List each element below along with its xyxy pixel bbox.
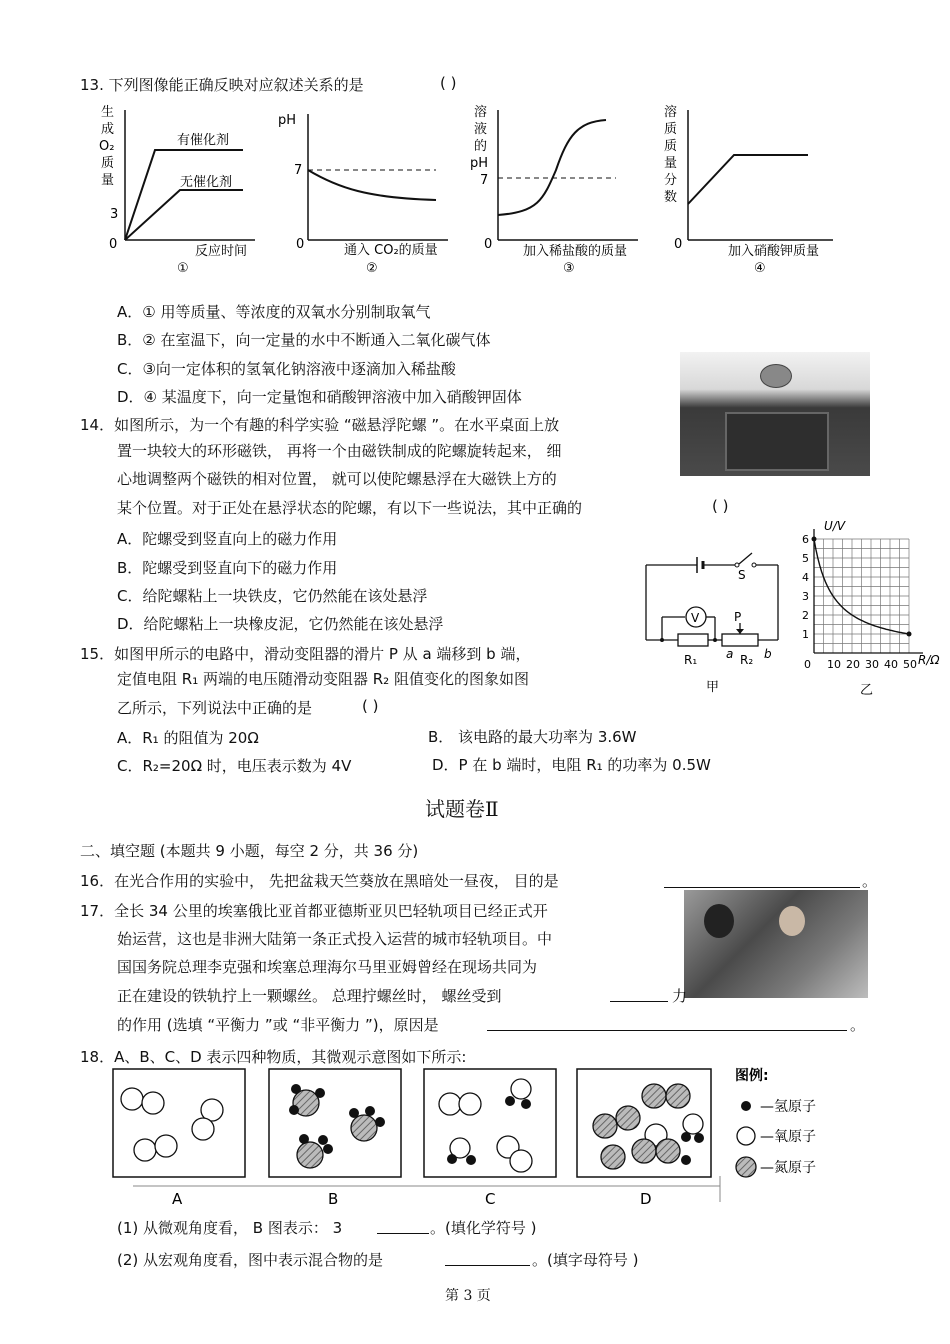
q17-line-4: 正在建设的铁轨拧上一颗螺丝。 总理拧螺丝时， 螺丝受到 (117, 987, 502, 1005)
box-c-label: C (485, 1190, 496, 1208)
g2-curve (308, 170, 436, 200)
box-c (424, 1069, 556, 1177)
chart-y-tick: 1 (802, 628, 809, 641)
box-d-label: D (640, 1190, 652, 1208)
g3-num: ③ (563, 261, 575, 276)
g2-ylabel: pH (278, 113, 297, 128)
box-a-label: A (172, 1190, 183, 1208)
q16-answer-blank[interactable] (664, 870, 860, 888)
g4-line (688, 155, 808, 204)
g1-origin: 0 (109, 237, 118, 252)
nitrogen-atom (616, 1106, 640, 1130)
g1-ylabel-1: 成 (101, 122, 115, 137)
g3-ylabel-0: 溶 (474, 105, 488, 120)
q15-line-2: 定值电阻 R₁ 两端的电压随滑动变阻器 R₂ 阻值变化的图象如图 (117, 670, 529, 688)
g2-num: ② (366, 261, 378, 276)
q16-end: 。 (862, 872, 878, 890)
q18-sub1: (1) 从微观角度看， B 图表示： 3 (117, 1219, 343, 1237)
nitrogen-atom (656, 1139, 680, 1163)
q17-line-3: 国国务院总理李克强和埃塞总理海尔马里亚姆曾经在现场共同为 (117, 958, 538, 976)
molecule-diagram (108, 1066, 848, 1208)
r2-rheostat (722, 634, 758, 646)
q17-line-5: 的作用 (选填 “平衡力 ”或 “非平衡力 ”)，原因是 (117, 1016, 439, 1034)
r1-resistor (678, 634, 708, 646)
r2-label: R₂ (740, 653, 754, 667)
q18-stem: 18．A、B、C、D 表示四种物质，其微观示意图如下所示: (80, 1048, 467, 1066)
oxygen-atom (510, 1150, 532, 1172)
switch-icon (739, 553, 752, 564)
q17-line-2: 始运营，这也是非洲大陆第一条正式投入运营的城市轻轨项目。中 (117, 930, 553, 948)
spinning-top-icon (760, 364, 792, 388)
railway-ceremony-photo (684, 890, 868, 998)
q15-line-3: 乙所示，下列说法中正确的是 (117, 699, 313, 717)
q18-sub1-end: 。(填化学符号 ) (430, 1219, 537, 1237)
g4-origin: 0 (674, 237, 683, 252)
q17-force-blank[interactable] (610, 985, 668, 1002)
chart-grid (814, 539, 909, 653)
q13-paren: ( ) (440, 74, 457, 92)
g3-ylabel-1: 液 (474, 122, 488, 137)
q18-sub1-blank[interactable] (377, 1217, 429, 1234)
box-a (113, 1069, 245, 1177)
oxygen-atom (134, 1139, 156, 1161)
graph-2 (278, 100, 463, 280)
q13-stem: 13. 下列图像能正确反映对应叙述关系的是 (80, 76, 364, 94)
q16-text: 16．在光合作用的实验中， 先把盆栽天竺葵放在黑暗处一昼夜， 目的是 (80, 872, 559, 890)
g3-origin: 0 (484, 237, 493, 252)
q17-reason-blank[interactable] (487, 1014, 847, 1031)
q15-line-1: 15．如图甲所示的电路中，滑动变阻器的滑片 P 从 a 端移到 b 端， (80, 645, 531, 663)
g1-num: ① (177, 261, 189, 276)
g4-ylabel-4: 分 (664, 173, 678, 188)
graph-1 (95, 100, 265, 280)
g3-xlabel: 加入稀盐酸的质量 (523, 244, 628, 259)
voltmeter-label: V (691, 611, 700, 625)
g3-y7: 7 (480, 173, 489, 188)
page-footer: 第 3 页 (445, 1288, 491, 1304)
ring-magnet-icon (725, 412, 829, 471)
g1-xlabel: 反应时间 (195, 244, 248, 259)
q17-end: 。 (850, 1016, 866, 1034)
circuit-diagram (640, 545, 785, 695)
voltage-resistance-chart (792, 518, 948, 696)
q14-line-3: 心地调整两个磁铁的相对位置， 就可以使陀螺悬浮在大磁铁上方的 (117, 470, 557, 488)
q18-sub2-end: 。(填字母符号 ) (532, 1251, 639, 1269)
chart-x-tick: 0 (804, 658, 811, 671)
q14-paren: ( ) (712, 497, 729, 515)
q13-option-d: D．④ 某温度下，向一定量饱和硝酸钾溶液中加入硝酸钾固体 (117, 388, 522, 406)
legend-oxygen-icon (737, 1127, 755, 1145)
section2-heading: 二、填空题 (本题共 9 小题，每空 2 分，共 36 分) (80, 842, 419, 860)
q14-line-2: 置一块较大的环形磁铁， 再将一个由磁铁制成的陀螺旋转起来， 细 (117, 442, 562, 460)
g2-origin: 0 (296, 237, 305, 252)
g4-ylabel-0: 溶 (664, 105, 678, 120)
g4-ylabel-5: 数 (664, 190, 678, 205)
q13-option-c: C．③向一定体积的氢氧化钠溶液中逐滴加入稀盐酸 (117, 360, 456, 378)
nitrogen-atom (666, 1084, 690, 1108)
graph-3 (468, 100, 648, 280)
g2-y7: 7 (294, 163, 303, 178)
chart-x-tick: 40 (884, 658, 898, 671)
chart-x-tick: 30 (865, 658, 879, 671)
g1-catalyst-line (125, 150, 243, 240)
g4-ylabel-2: 质 (664, 139, 678, 154)
chart-point (812, 537, 817, 542)
g1-ylabel-3: 质 (101, 156, 115, 171)
nitrogen-atom (593, 1114, 617, 1138)
chart-ylabel: U/V (824, 519, 846, 533)
oxygen-atom (142, 1092, 164, 1114)
g1-line2-label: 无催化剂 (180, 175, 233, 190)
g1-ylabel-4: 量 (101, 173, 115, 188)
q18-sub2: (2) 从宏观角度看，图中表示混合物的是 (117, 1251, 384, 1269)
section2-title: 试题卷Ⅱ (425, 797, 499, 821)
nitrogen-atom (642, 1084, 666, 1108)
person-icon (704, 904, 734, 938)
person-icon (779, 906, 805, 936)
chart-y-tick: 5 (802, 552, 809, 565)
b-end-label: b (764, 647, 772, 661)
a-end-label: a (726, 647, 734, 661)
nitrogen-atom (632, 1139, 656, 1163)
oxygen-atom (439, 1093, 461, 1115)
q14-line-1: 14．如图所示，为一个有趣的科学实验 “磁悬浮陀螺 ”。在水平桌面上放 (80, 416, 560, 434)
q15-paren: ( ) (362, 697, 379, 715)
circuit-caption: 甲 (706, 680, 720, 695)
graph-4 (658, 100, 843, 280)
g1-ylabel-0: 生 (101, 105, 115, 120)
g3-ylabel-3: pH (470, 156, 489, 171)
g4-xlabel: 加入硝酸钾质量 (728, 244, 820, 259)
chart-x-tick: 20 (846, 658, 860, 671)
oxygen-atom (459, 1093, 481, 1115)
legend-hydrogen-icon (741, 1101, 751, 1111)
chart-x-tick: 50 (903, 658, 917, 671)
q14-option-b: B．陀螺受到竖直向下的磁力作用 (117, 559, 338, 577)
chart-caption: 乙 (860, 683, 874, 696)
r1-label: R₁ (684, 653, 698, 667)
q17-line-1: 17．全长 34 公里的埃塞俄比亚首都亚德斯亚贝巴轻轨项目已经正式开 (80, 902, 548, 920)
magnetic-top-photo (680, 352, 870, 476)
legend-hydrogen: —氢原子 (760, 1099, 816, 1115)
legend-nitrogen-icon (736, 1157, 756, 1177)
g1-y3: 3 (110, 207, 119, 222)
g4-num: ④ (754, 261, 766, 276)
q14-line-4: 某个位置。对于正处在悬浮状态的陀螺，有以下一些说法，其中正确的 (117, 499, 583, 517)
q15-option-a: A．R₁ 的阻值为 20Ω (117, 729, 259, 747)
q15-option-b: B． 该电路的最大功率为 3.6W (428, 728, 637, 746)
oxygen-atom (155, 1135, 177, 1157)
g1-ylabel-2: O₂ (99, 139, 115, 154)
chart-y-tick: 4 (802, 571, 809, 584)
chart-xlabel: R/Ω (918, 653, 940, 667)
q15-option-c: C．R₂=20Ω 时，电压表示数为 4V (117, 757, 352, 775)
chart-y-tick: 2 (802, 609, 809, 622)
chart-y-tick: 6 (802, 533, 809, 546)
g1-nocatalyst-line (125, 190, 243, 240)
g3-curve (498, 120, 606, 215)
q14-option-c: C．给陀螺粘上一块铁皮，它仍然能在该处悬浮 (117, 587, 428, 605)
q18-sub2-blank[interactable] (445, 1249, 530, 1266)
g4-ylabel-3: 量 (664, 156, 678, 171)
q13-option-a: A．① 用等质量、等浓度的双氧水分别制取氧气 (117, 303, 431, 321)
chart-point (907, 632, 912, 637)
chart-y-tick: 3 (802, 590, 809, 603)
switch-label: S (738, 568, 746, 582)
q15-option-d: D．P 在 b 端时，电阻 R₁ 的功率为 0.5W (432, 756, 711, 774)
legend-oxygen: —氧原子 (760, 1129, 816, 1145)
hydrogen-atom (681, 1155, 691, 1165)
chart-x-tick: 10 (827, 658, 841, 671)
legend-title: 图例: (735, 1068, 769, 1084)
oxygen-atom (192, 1118, 214, 1140)
legend-nitrogen: —氮原子 (760, 1160, 816, 1176)
oxygen-atom (121, 1088, 143, 1110)
box-b-label: B (328, 1190, 339, 1208)
g4-ylabel-1: 质 (664, 122, 678, 137)
slider-label: P (734, 610, 742, 624)
g1-line1-label: 有催化剂 (177, 133, 230, 148)
nitrogen-atom (601, 1145, 625, 1169)
q14-option-a: A．陀螺受到竖直向上的磁力作用 (117, 530, 338, 548)
q17-force-end: 力 (672, 987, 688, 1005)
q13-option-b: B．② 在室温下，向一定量的水中不断通入二氧化碳气体 (117, 331, 491, 349)
g3-ylabel-2: 的 (474, 139, 488, 154)
q14-option-d: D．给陀螺粘上一块橡皮泥，它仍然能在该处悬浮 (117, 615, 444, 633)
g2-xlabel: 通入 CO₂的质量 (344, 243, 438, 258)
